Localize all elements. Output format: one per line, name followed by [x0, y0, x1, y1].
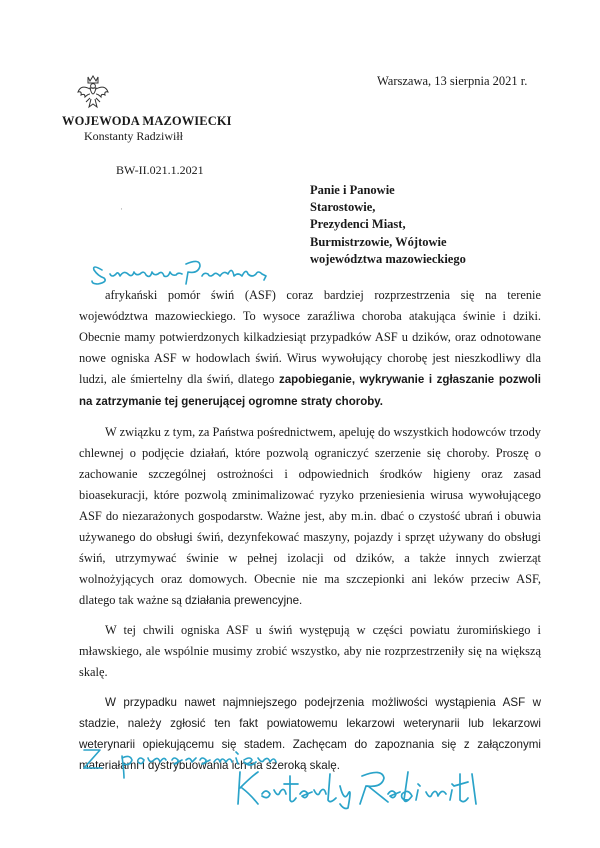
body-text: afrykański pomór świń (ASF) coraz bardziej rozprzestrzenia się na terenie województwa mazowieckiego. To wysoce zaraźliwa choroba atakująca świnie i dziki. Obecnie mamy potwierdzonych kilkadziesiąt przypadków ASF u dzików, oraz odnotowane nowe ogniska ASF w hodowlach świń. Wirus wywołujący chorobę jest nieszkodliwy dla ludzi, ale śmiertelny dla świń, dlatego: [79, 288, 541, 386]
body-paragraph: W tej chwili ogniska ASF u świń występują w części powiatu żuromińskiego i mławskiego, ale wspólnie musimy zrobić wszystko, aby nie rozprzestrzeniły się na większą skalę.: [79, 623, 541, 679]
handwritten-signature: [232, 764, 494, 810]
issuer-name: Konstanty Radziwiłł: [84, 129, 183, 143]
body-emphasis: zapobieganie, wykrywanie i zgłaszanie pozwoli na zatrzymanie tej generującej ogromne straty choroby.: [79, 374, 541, 408]
letter-body: [79, 285, 541, 785]
body-paragraph: [79, 422, 541, 611]
reference-number: BW-II.021.1.2021: [116, 163, 204, 177]
addressee-line: Prezydenci Miast,: [310, 217, 406, 232]
body-text: działania prewencyjne.: [184, 594, 303, 607]
issuer-title: WOJEWODA MAZOWIECKI: [62, 114, 232, 128]
body-paragraph: W przypadku nawet najmniejszego podejrzenia możliwości wystąpienia ASF w stadzie, należy zgłosić ten fakt powiatowemu lekarzowi weterynarii lub lekarzowi weterynarii opiekującemu się stadem. Zachęcam do zapoznania się z załączonymi materiałami i dystrybuowania ich na szeroką skalę.: [79, 696, 541, 772]
addressee-line: województwa mazowieckiego: [310, 251, 466, 266]
addressee-line: Burmistrzowie, Wójtowie: [310, 234, 447, 249]
scan-speck: ·: [120, 204, 123, 214]
body-text: W związku z tym, za Państwa pośrednictwem, apeluję do wszystkich hodowców trzody chlewnej o podjęcie działań, które pozwolą ograniczyć szerzenie się choroby. Proszę o zachowanie szczególnej ostrożności i odpowiednich środków higieny oraz zasad bioasekuracji, które pozwolą zminimalizować ryzyko przeniesienia wirusa wywołującego ASF do niezarażonych gospodarstw. Ważne jest, aby m.in. dbać o czystość ubrań i obuwia używanego do obsługi świń, dezynfekować maszyny, pojazdy i sprzęt używany do obsługi świń, utrzymywać świnie w pełnej izolacji od dzików, a także innych zwierząt wolnożyjących oraz domowych. Obecnie nie ma szczepionki ani leków przeciw ASF, dlatego tak ważne są: [79, 425, 541, 607]
body-paragraph: [79, 285, 541, 413]
addressee-line: Starostowie,: [310, 200, 376, 215]
letter-date: Warszawa, 13 sierpnia 2021 r.: [377, 74, 528, 88]
white-eagle-emblem-icon: [75, 74, 111, 114]
addressee-line: Panie i Panowie: [310, 183, 395, 197]
